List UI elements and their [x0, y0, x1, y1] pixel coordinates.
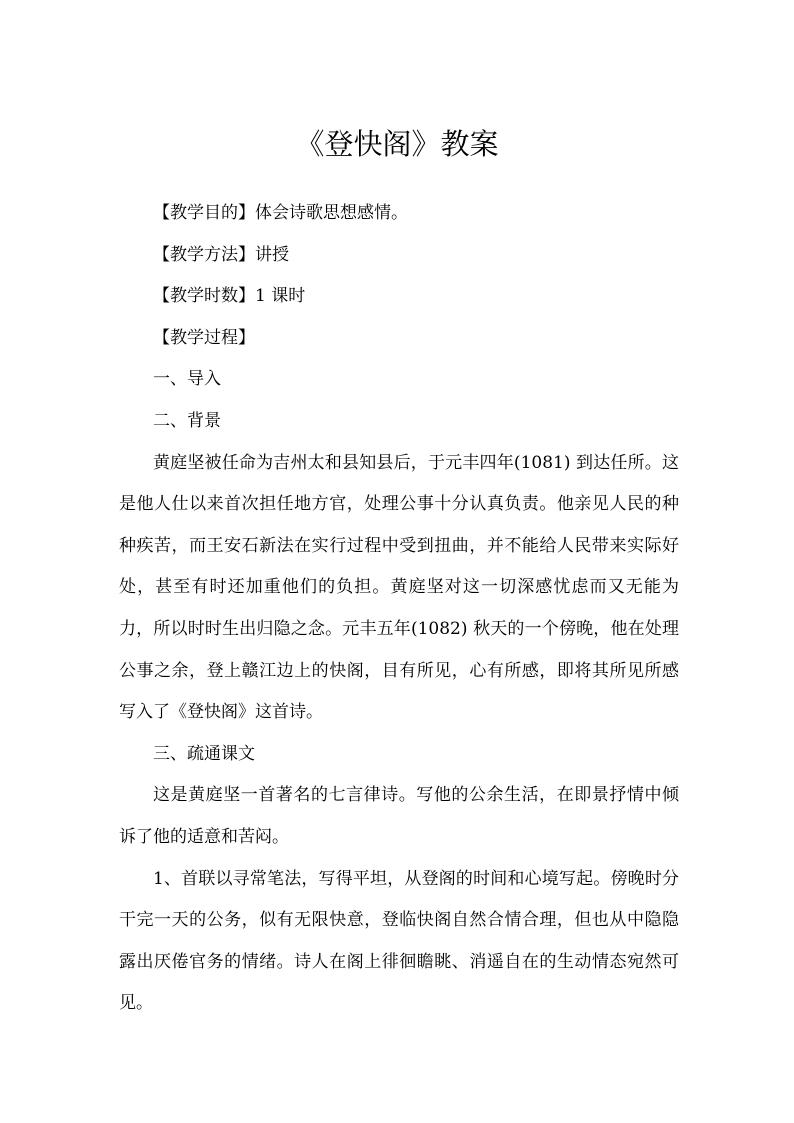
document-title: 《登快阁》教案 — [295, 127, 499, 161]
hours-paragraph: 【教学时数】1 课时 — [153, 286, 306, 307]
section-text-heading: 三、疏通课文 — [153, 743, 255, 764]
text-intro-paragraph: 这是黄庭坚一首著名的七言律诗。写他的公余生活，在即景抒情中倾诉了他的适意和苦闷。 — [119, 785, 679, 847]
section-intro-heading: 一、导入 — [153, 369, 221, 390]
method-paragraph: 【教学方法】讲授 — [153, 244, 289, 265]
process-heading: 【教学过程】 — [153, 327, 255, 348]
section-background-heading: 二、背景 — [153, 410, 221, 431]
document-body — [119, 193, 679, 1025]
first-couplet-paragraph: 1、首联以寻常笔法，写得平坦，从登阁的时间和心境写起。傍晚时分干完一天的公务，似有无限快意，登临快阁自然合情合理，但也从中隐隐露出厌倦官务的情绪。诗人在阁上徘徊瞻眺、消遥自在的生动情态宛然可见。 — [119, 868, 679, 1014]
objective-paragraph: 【教学目的】体会诗歌思想感情。 — [153, 203, 408, 223]
background-paragraph: 黄庭坚被任命为吉州太和县知县后，于元丰四年(1081) 到达任所。这是他人仕以来首次担任地方官，处理公事十分认真负责。他亲见人民的种种疾苦，而王安石新法在实行过程中受到扭曲，并不能给人民带来实际好处，甚至有时还加重他们的负担。黄庭坚对这一切深感忧虑而又无能为力，所以时时生出归隐之念。元丰五年(1082) 秋天的一个傍晚，他在处理公事之余，登上赣江边上的快阁，目有所见，心有所感，即将其所见所感写入了《登快阁》这首诗。 — [119, 452, 679, 723]
